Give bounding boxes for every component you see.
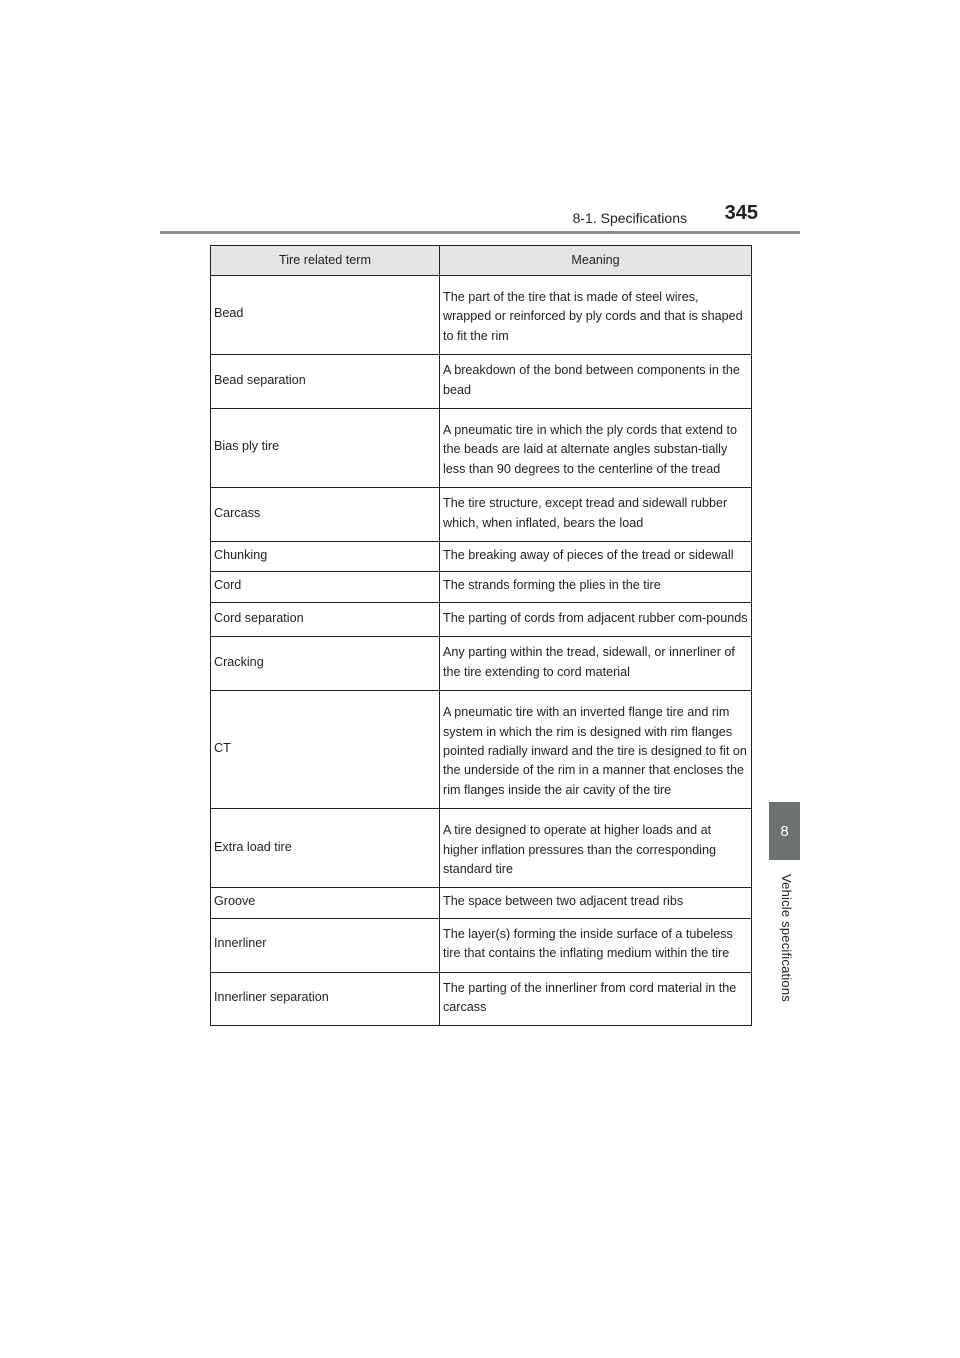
table-row — [211, 918, 752, 972]
term-cell: Carcass — [211, 488, 440, 542]
page-header — [160, 200, 800, 234]
table-row — [211, 691, 752, 809]
term-cell: Cord separation — [211, 602, 440, 636]
section-title: 8-1. Specifications — [572, 210, 687, 226]
table-row — [211, 542, 752, 572]
table-row — [211, 809, 752, 888]
tire-terms-table — [210, 245, 752, 1026]
table-row — [211, 972, 752, 1026]
term-cell: Cord — [211, 572, 440, 602]
table-row — [211, 572, 752, 602]
column-header-term: Tire related term — [211, 246, 440, 276]
table-header-row — [211, 246, 752, 276]
meaning-cell: A breakdown of the bond between components in the bead — [440, 355, 752, 409]
table-row — [211, 276, 752, 355]
table-row — [211, 888, 752, 918]
term-cell: CT — [211, 691, 440, 809]
term-cell: Bias ply tire — [211, 409, 440, 488]
meaning-cell: A pneumatic tire in which the ply cords that extend to the beads are laid at alternate angles substan-tially less than 90 degrees to the centerline of the tread — [440, 409, 752, 488]
meaning-cell: The part of the tire that is made of steel wires, wrapped or reinforced by ply cords and that is shaped to fit the rim — [440, 276, 752, 355]
meaning-cell: A pneumatic tire with an inverted flange tire and rim system in which the rim is designed with rim flanges pointed radially inward and the tire is designed to fit on the underside of the rim in a manner that encloses the rim flanges inside the air cavity of the tire — [440, 691, 752, 809]
header-divider — [160, 231, 800, 234]
chapter-label: Vehicle specifications — [779, 874, 794, 1002]
meaning-cell: Any parting within the tread, sidewall, or innerliner of the tire extending to cord material — [440, 637, 752, 691]
chapter-tab: 8 — [769, 802, 800, 860]
term-cell: Innerliner separation — [211, 972, 440, 1026]
term-cell: Cracking — [211, 637, 440, 691]
meaning-cell: The layer(s) forming the inside surface of a tubeless tire that contains the inflating medium within the tire — [440, 918, 752, 972]
meaning-cell: The breaking away of pieces of the tread or sidewall — [440, 542, 752, 572]
meaning-cell: The strands forming the plies in the tire — [440, 572, 752, 602]
meaning-cell: The space between two adjacent tread ribs — [440, 888, 752, 918]
meaning-cell: The tire structure, except tread and sidewall rubber which, when inflated, bears the load — [440, 488, 752, 542]
table-row — [211, 602, 752, 636]
table-row — [211, 637, 752, 691]
term-cell: Innerliner — [211, 918, 440, 972]
meaning-cell: The parting of cords from adjacent rubber com-pounds — [440, 602, 752, 636]
meaning-cell: A tire designed to operate at higher loads and at higher inflation pressures than the corresponding standard tire — [440, 809, 752, 888]
table-row — [211, 488, 752, 542]
column-header-meaning: Meaning — [440, 246, 752, 276]
table-row — [211, 409, 752, 488]
term-cell: Bead separation — [211, 355, 440, 409]
term-cell: Groove — [211, 888, 440, 918]
term-cell: Extra load tire — [211, 809, 440, 888]
term-cell: Bead — [211, 276, 440, 355]
meaning-cell: The parting of the innerliner from cord material in the carcass — [440, 972, 752, 1026]
page-number: 345 — [724, 202, 758, 224]
table-row — [211, 355, 752, 409]
term-cell: Chunking — [211, 542, 440, 572]
